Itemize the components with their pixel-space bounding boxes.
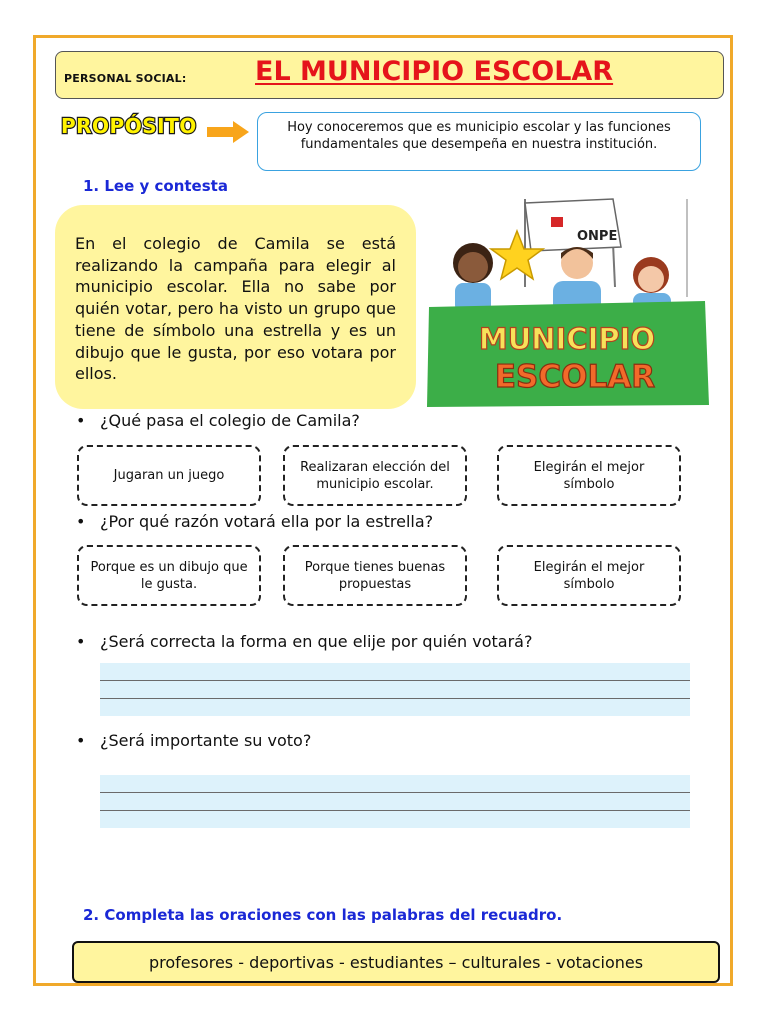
reading-box bbox=[55, 205, 416, 409]
option-box[interactable] bbox=[283, 445, 467, 506]
purpose-label-text: PROPÓSITO bbox=[61, 114, 197, 138]
question-2 bbox=[76, 512, 433, 531]
question-3-text: ¿Será correcta la forma en que elije por quién votará? bbox=[100, 632, 533, 651]
word-bank-text: profesores - deportivas - estudiantes – culturales - votaciones bbox=[148, 952, 644, 972]
option-text: Elegirán el mejor símbolo bbox=[533, 559, 645, 592]
bullet-dot: • bbox=[76, 731, 86, 750]
option-box[interactable] bbox=[283, 545, 467, 606]
question-4-text: ¿Será importante su voto? bbox=[100, 731, 312, 750]
bullet-dot: • bbox=[76, 632, 86, 651]
municipio-escolar-illustration bbox=[425, 197, 713, 407]
reading-text: En el colegio de Camila se está realizando la campaña para elegir al municipio escolar. Ella no sabe por quién votar, pero ha visto un grupo que tiene de símbolo una estrella y es un dibujo que le gusta, por eso votara por ellos. bbox=[75, 234, 396, 384]
option-box[interactable] bbox=[497, 545, 681, 606]
purpose-label bbox=[61, 114, 197, 138]
section-2-title: Completa las oraciones con las palabras del recuadro. bbox=[104, 906, 563, 924]
bullet-dot: • bbox=[76, 411, 86, 430]
section-1-heading bbox=[83, 177, 228, 195]
word-bank bbox=[72, 941, 720, 983]
purpose-text: Hoy conoceremos que es municipio escolar y las funciones fundamentales que desempeña en nuestra institución. bbox=[287, 120, 671, 152]
banner-line-1: MUNICIPIO bbox=[478, 322, 656, 356]
section-2-heading bbox=[83, 906, 562, 924]
page-title: EL MUNICIPIO ESCOLAR bbox=[255, 56, 614, 87]
question-1 bbox=[76, 411, 360, 430]
answer-lines-4[interactable] bbox=[100, 775, 690, 828]
section-1-number: 1. bbox=[83, 177, 100, 195]
option-box[interactable] bbox=[77, 445, 261, 506]
right-arrow-icon bbox=[205, 119, 251, 145]
option-text: Elegirán el mejor símbolo bbox=[533, 459, 645, 492]
onpe-logo-mark bbox=[551, 217, 563, 227]
section-2-number: 2. bbox=[83, 906, 100, 924]
subject-label: PERSONAL SOCIAL: bbox=[64, 72, 187, 85]
question-3 bbox=[76, 632, 532, 651]
purpose-box bbox=[257, 112, 701, 171]
section-1-title: Lee y contesta bbox=[104, 177, 228, 195]
option-text: Porque tienes buenas propuestas bbox=[304, 559, 446, 592]
option-box[interactable] bbox=[77, 545, 261, 606]
question-4 bbox=[76, 731, 311, 750]
question-1-text: ¿Qué pasa el colegio de Camila? bbox=[100, 411, 360, 430]
bullet-dot: • bbox=[76, 512, 86, 531]
option-text: Realizaran elección del municipio escolar. bbox=[300, 459, 450, 492]
question-2-text: ¿Por qué razón votará ella por la estrella? bbox=[100, 512, 434, 531]
option-text: Porque es un dibujo que le gusta. bbox=[90, 559, 248, 592]
answer-lines-3[interactable] bbox=[100, 663, 690, 716]
banner-line-2: ESCOLAR bbox=[494, 359, 656, 395]
option-box[interactable] bbox=[497, 445, 681, 506]
sign-text: ONPE bbox=[577, 229, 618, 244]
option-text: Jugaran un juego bbox=[113, 468, 225, 483]
